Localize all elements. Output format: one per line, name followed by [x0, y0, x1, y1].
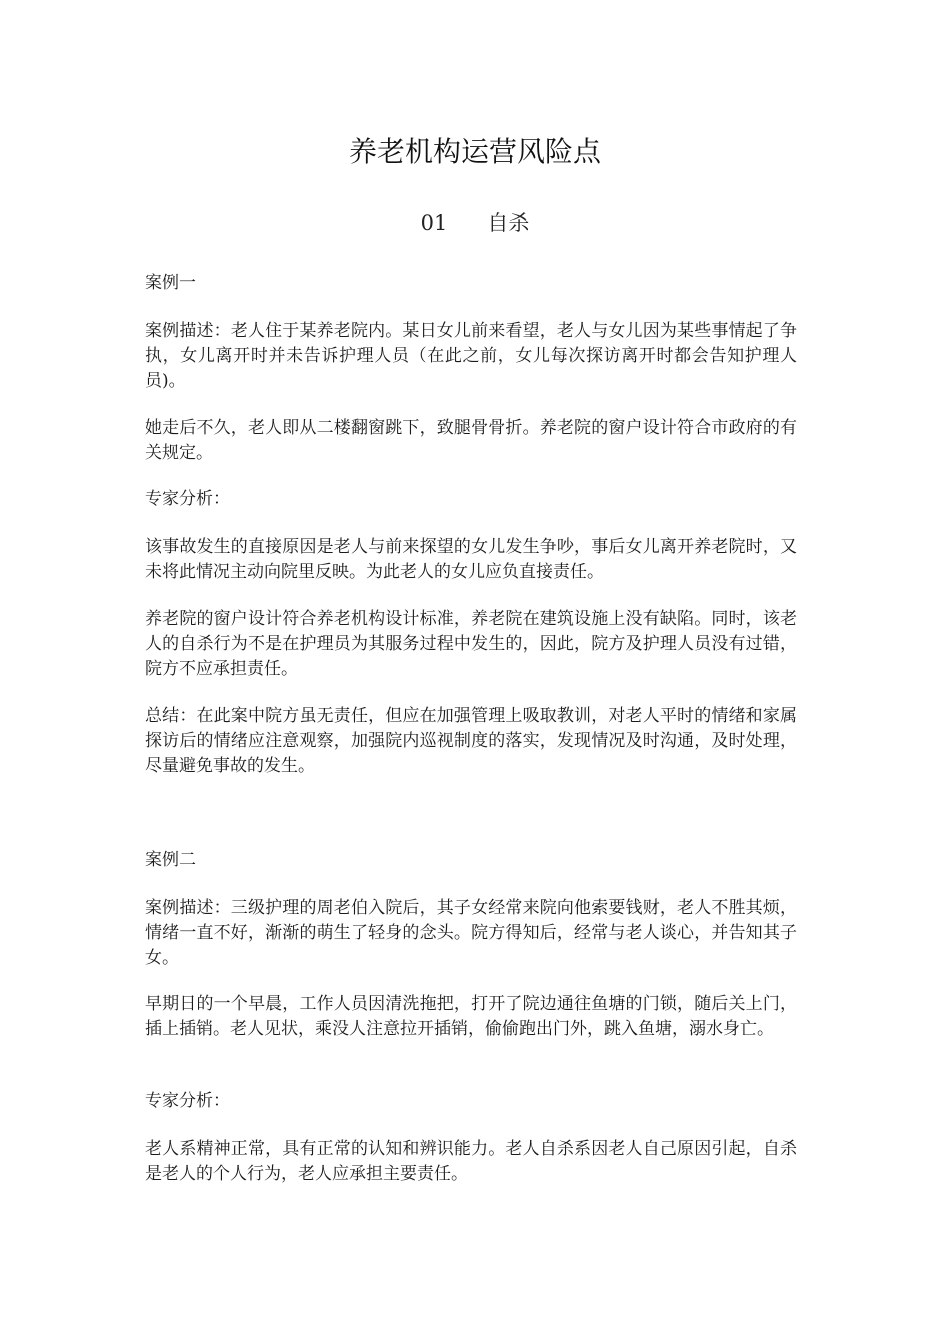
case-paragraph: 她走后不久，老人即从二楼翻窗跳下，致腿骨骨折。养老院的窗户设计符合市政府的有关规定。 — [145, 418, 797, 463]
case-label: 案例一 — [145, 273, 196, 293]
case-paragraph: 早期日的一个早晨，工作人员因清洗拖把，打开了院边通往鱼塘的门锁，随后关上门，插上插销。老人见状，乘没人注意拉开插销，偷偷跑出门外，跳入鱼塘，溺水身亡。 — [145, 994, 797, 1039]
analysis-label: 专家分析： — [145, 489, 230, 509]
section-number: 01 — [420, 211, 448, 235]
analysis-paragraph: 养老院的窗户设计符合养老机构设计标准，养老院在建筑设施上没有缺陷。同时，该老人的自杀行为不是在护理员为其服务过程中发生的，因此，院方及护理人员没有过错，院方不应承担责任。 — [145, 609, 797, 679]
section-heading — [145, 208, 805, 238]
case-description: 案例描述：三级护理的周老伯入院后，其子女经常来院向他索要钱财，老人不胜其烦，情绪一直不好，渐渐的萌生了轻身的念头。院方得知后，经常与老人谈心，并告知其子女。 — [145, 898, 797, 968]
analysis-paragraph: 该事故发生的直接原因是老人与前来探望的女儿发生争吵，事后女儿离开养老院时，又未将此情况主动向院里反映。为此老人的女儿应负直接责任。 — [145, 537, 797, 582]
section-title: 自杀 — [487, 211, 530, 235]
document-title: 养老机构运营风险点 — [348, 135, 601, 168]
analysis-paragraph: 老人系精神正常，具有正常的认知和辨识能力。老人自杀系因老人自己原因引起，自杀是老人的个人行为，老人应承担主要责任。 — [145, 1139, 797, 1184]
case-description: 案例描述：老人住于某养老院内。某日女儿前来看望，老人与女儿因为某些事情起了争执，女儿离开时并未告诉护理人员（在此之前，女儿每次探访离开时都会告知护理人员)。 — [145, 321, 797, 391]
case-label: 案例二 — [145, 850, 196, 870]
analysis-label: 专家分析： — [145, 1091, 230, 1111]
summary-paragraph: 总结：在此案中院方虽无责任，但应在加强管理上吸取教训，对老人平时的情绪和家属探访后的情绪应注意观察，加强院内巡视制度的落实，发现情况及时沟通，及时处理，尽量避免事故的发生。 — [145, 706, 797, 776]
